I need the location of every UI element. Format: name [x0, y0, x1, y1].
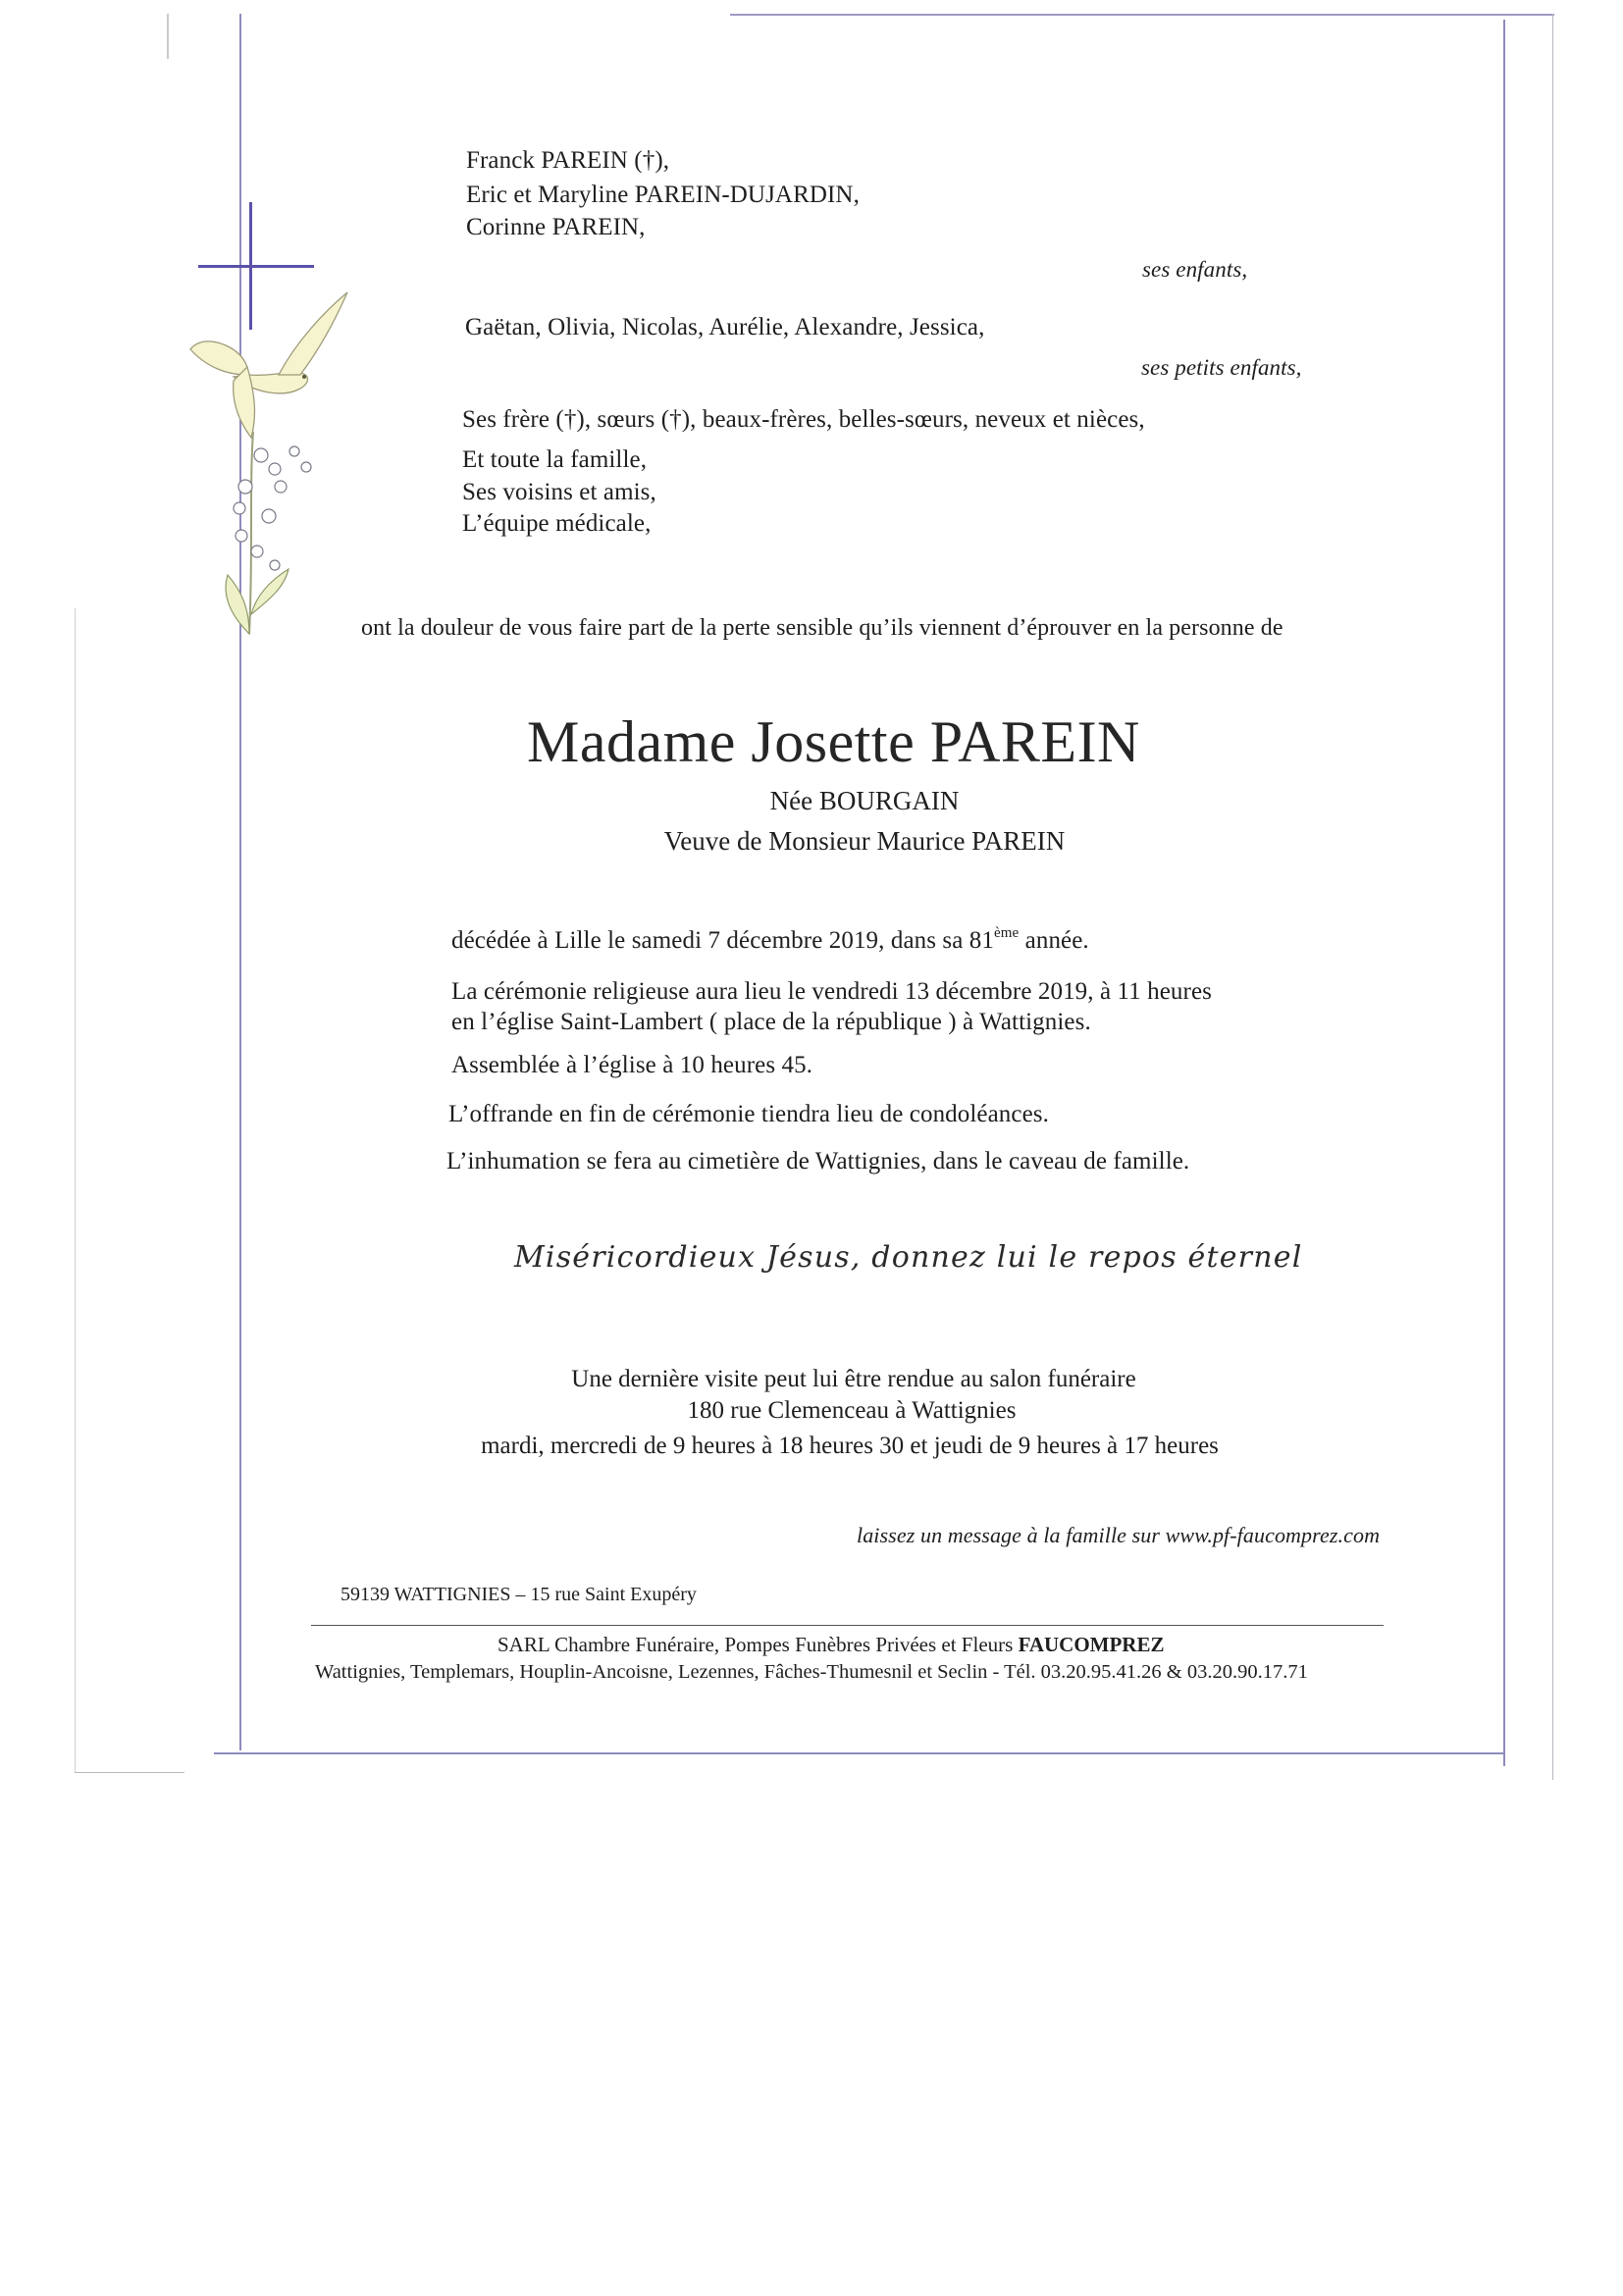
others-line-1: Et toute la famille, — [462, 446, 648, 473]
assembly-line: Assemblée à l’église à 10 heures 45. — [451, 1052, 813, 1078]
deceased-name: Madame Josette PAREIN — [527, 709, 1140, 774]
announcement-line: ont la douleur de vous faire part de la perte sensible qu’ils viennent d’éprouver en la personne de — [361, 615, 1283, 641]
footer-address: 59139 WATTIGNIES – 15 rue Saint Exupéry — [340, 1584, 697, 1605]
death-text: décédée à Lille le samedi 7 décembre 2019, dans sa 81 — [451, 927, 994, 954]
death-text-end: année. — [1019, 927, 1089, 954]
visit-line-2: 180 rue Clemenceau à Wattignies — [687, 1397, 1017, 1424]
prayer-line: Miséricordieux Jésus, donnez lui le repos éternel — [514, 1240, 1303, 1275]
widow-of: Veuve de Monsieur Maurice PAREIN — [663, 826, 1066, 856]
lily-of-the-valley-icon — [226, 432, 311, 634]
decoration-illustration — [131, 202, 357, 673]
scan-edge-left — [75, 608, 76, 1772]
footer-company-text: SARL Chambre Funéraire, Pompes Funèbres Privées et Fleurs — [497, 1633, 1019, 1656]
frame-right-line — [1503, 20, 1505, 1766]
death-line — [451, 925, 1089, 955]
child-line-2: Eric et Maryline PAREIN-DUJARDIN, — [466, 182, 860, 208]
grandchildren-line: Gaëtan, Olivia, Nicolas, Aurélie, Alexandre, Jessica, — [465, 314, 985, 340]
ceremony-line-2: en l’église Saint-Lambert ( place de la république ) à Wattignies. — [451, 1009, 1091, 1035]
cross-icon — [198, 202, 314, 330]
footer-divider — [311, 1625, 1384, 1626]
relatives-line: Ses frère (†), sœurs (†), beaux-frères, belles-sœurs, neveux et nièces, — [462, 406, 1145, 433]
scan-edge-top — [167, 14, 169, 59]
others-line-3: L’équipe médicale, — [462, 510, 652, 537]
visit-line-1: Une dernière visite peut lui être rendue au salon funéraire — [571, 1366, 1136, 1392]
scan-edge-bottom-left — [75, 1772, 184, 1773]
visit-line-3: mardi, mercredi de 9 heures à 18 heures 30 et jeudi de 9 heures à 17 heures — [481, 1433, 1219, 1459]
dove-icon — [190, 292, 347, 438]
grandchildren-role: ses petits enfants, — [1141, 355, 1302, 380]
footer-company-name: FAUCOMPREZ — [1018, 1633, 1165, 1656]
children-role: ses enfants, — [1142, 257, 1248, 282]
offering-line: L’offrande en fin de cérémonie tiendra lieu de condoléances. — [448, 1101, 1049, 1127]
frame-top-line — [730, 14, 1554, 16]
birth-name: Née BOURGAIN — [769, 786, 960, 815]
footer-branches: Wattignies, Templemars, Houplin-Ancoisne, Lezennes, Fâches-Thumesnil et Seclin - Tél. 03.20.95.41.26 & 03.20.90.17.71 — [315, 1661, 1308, 1683]
footer-company — [497, 1633, 1165, 1657]
burial-line: L’inhumation se fera au cimetière de Wattignies, dans le caveau de famille. — [446, 1148, 1190, 1174]
frame-bottom-line — [214, 1752, 1505, 1754]
death-ordinal-suffix: ème — [994, 925, 1020, 941]
message-link[interactable]: laissez un message à la famille sur www.pf-faucomprez.com — [857, 1523, 1381, 1547]
child-line-1: Franck PAREIN (†), — [466, 147, 670, 174]
ceremony-line-1: La cérémonie religieuse aura lieu le vendredi 13 décembre 2019, à 11 heures — [451, 978, 1212, 1005]
others-line-2: Ses voisins et amis, — [462, 479, 656, 505]
child-line-3: Corinne PAREIN, — [466, 214, 646, 240]
scan-edge-right — [1552, 14, 1553, 1780]
